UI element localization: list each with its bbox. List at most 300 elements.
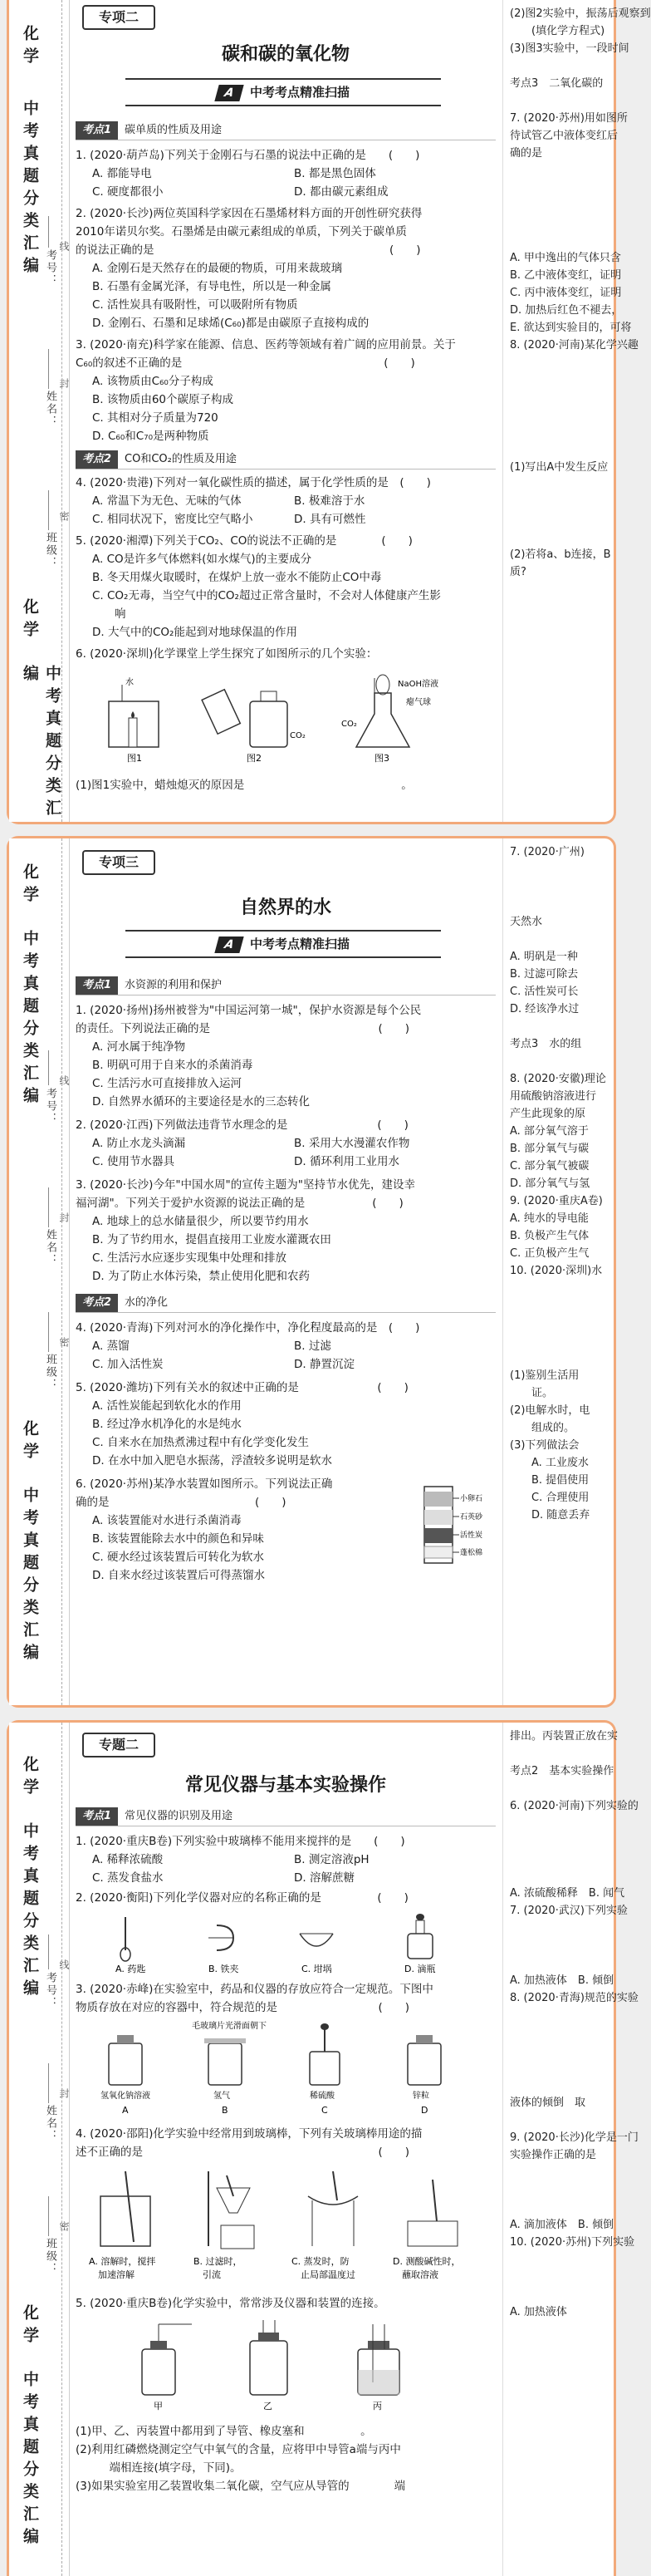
section-tag: 专题二 [82, 1733, 155, 1757]
question-stem: 4. (2020·青海)下列对河水的净化操作中，净化程度最高的是 ( ) [76, 1321, 420, 1335]
section-tag: 专项二 [82, 5, 155, 30]
question-1 [76, 1001, 496, 1111]
option: B. 测定溶液pH [294, 1853, 370, 1866]
option: C. 自来水在加热煮沸过程中有化学变化发生 [92, 1436, 310, 1449]
right-column-line: 8. (2020·安徽)理论 [510, 1073, 606, 1085]
margin-subject: 化学 [21, 25, 39, 70]
section-title: 常见仪器与基本实验操作 [184, 1774, 386, 1796]
right-column-line [510, 1815, 614, 1832]
right-column-line [510, 214, 614, 232]
question-subpart: (3)如果实验室用乙装置收集二氧化碳，空气应从导管的 端 [76, 2480, 406, 2493]
margin-subject-2: 化学 [21, 598, 39, 643]
field-class-line [48, 2196, 49, 2236]
binding-margin [9, 1723, 70, 2576]
question-stem: 5. (2020·潍坊)下列有关水的叙述中正确的是 ( ) [76, 1381, 409, 1394]
right-column-line [510, 1349, 614, 1367]
kp-text: 水的净化 [125, 1296, 169, 1309]
option: A. 活性炭能起到软化水的作用 [92, 1399, 242, 1413]
right-column-line: (填化学方程式) [510, 25, 605, 37]
banner-text: 中考考点精准扫描 [249, 937, 350, 951]
option: D. 在水中加入肥皂水振荡，浮渣较多说明是软水 [92, 1454, 332, 1467]
right-column-line [510, 441, 614, 459]
question-3 [76, 1176, 496, 1286]
right-column-line: A. 加热液体 B. 倾倒 [510, 1974, 614, 1987]
item-label: 稀硫酸 [310, 2092, 335, 2101]
field-number-label: 考号： [44, 1088, 56, 1125]
right-column-line: D. 部分氧气与氢 [510, 1177, 590, 1190]
figure-1-candle [109, 676, 159, 764]
right-column-line: 确的是 [510, 147, 543, 160]
worksheet-page-instruments [7, 1720, 639, 2576]
knowledge-point-header [76, 121, 496, 140]
knowledge-point-header [76, 450, 496, 469]
right-column-line: D. 加热后红色不褪去， [510, 304, 623, 317]
right-column-line: 考点2 基本实验操作 [510, 1765, 614, 1777]
right-column-line: 10. (2020·深圳)水 [510, 1265, 603, 1277]
option-label: C. 蒸发时，防 [291, 2256, 350, 2267]
option-label: B. 铁夹 [208, 1964, 239, 1974]
cut-mark: 密 [58, 1337, 70, 1347]
right-column-line [510, 476, 614, 494]
item-label: 氢氧化钠溶液 [100, 2092, 150, 2101]
right-column-line: (2)若将a、b连接，B [510, 548, 611, 561]
right-column-line: 证。 [510, 1387, 554, 1399]
question-stem: 2010年诺贝尔奖。石墨烯是由碳元素组成的单质，下列关于碳单质 [76, 225, 407, 238]
right-column-line: (1)写出A中发生反应 [510, 461, 609, 474]
right-column-line [510, 1332, 614, 1349]
right-column-line: 产生此现象的原 [510, 1108, 586, 1120]
cut-line [61, 1723, 62, 2576]
option: B. 极难溶于水 [294, 494, 365, 508]
right-column-line: D. 随意丢弃 [510, 1509, 590, 1522]
right-column-line [510, 528, 614, 546]
margin-title: 中考真题分类汇编 [21, 1822, 39, 2002]
bottle-c [310, 2023, 340, 2085]
question-1 [76, 1832, 496, 1887]
apparatus-jia [142, 2324, 192, 2395]
main-column [76, 0, 496, 822]
right-column-line [510, 2111, 614, 2129]
question-6 [76, 645, 496, 663]
field-number-label: 考号： [44, 249, 56, 287]
question-stem: 4. (2020·贵港)下列对一氧化碳性质的描述，属于化学性质的是 ( ) [76, 476, 431, 489]
section-tag: 专项三 [82, 850, 155, 875]
kp-text: 常见仪器的识别及用途 [125, 1810, 233, 1822]
option: D. 自然界水循环的主要途径是水的三态转化 [92, 1095, 310, 1109]
binding-margin [9, 0, 70, 822]
right-column-line: B. 过滤可除去 [510, 968, 579, 981]
right-column-line [510, 494, 614, 511]
cut-mark: 线 [58, 1959, 70, 1969]
option: A. 都能导电 [92, 167, 152, 180]
question-5 [76, 2294, 496, 2313]
right-column-line [510, 2042, 614, 2059]
figure-1-label: 图1 [127, 753, 142, 764]
question-stem: 5. (2020·湘潭)下列关于CO₂、CO的说法不正确的是 ( ) [76, 534, 413, 548]
right-column-line [510, 1832, 614, 1850]
apparatus-label: 甲 [154, 2401, 163, 2411]
margin-title-2: 中考真题分类汇编 [21, 665, 61, 822]
apparatus-label: 丙 [373, 2401, 382, 2411]
right-column-line [510, 2199, 614, 2216]
right-column-line [510, 511, 614, 528]
margin-title: 中考真题分类汇编 [21, 930, 39, 1109]
naoh-label: NaOH溶液 [398, 680, 438, 689]
option-label: 引流 [193, 2269, 221, 2280]
field-name-label: 姓名： [44, 1229, 56, 1266]
option-label: C. 坩埚 [301, 1964, 332, 1974]
right-column-line: 7. (2020·广州) [510, 846, 585, 858]
right-column-line: B. 负极产生气体 [510, 1230, 590, 1242]
right-column-line: 考点3 二氧化碳的 [510, 77, 604, 90]
knowledge-point-header [76, 976, 496, 995]
question-stem: 的责任。下列说法正确的是 ( ) [76, 1022, 410, 1035]
right-column-line [510, 92, 614, 110]
option: A. 防止水龙头滴漏 [92, 1137, 186, 1150]
field-number-line [48, 1934, 49, 1969]
right-column-line: (1)鉴别生活用 [510, 1369, 580, 1382]
right-column-line [510, 1297, 614, 1315]
kp-label: 考点2 [76, 1294, 118, 1312]
field-number-label: 考号： [44, 1972, 56, 2009]
question-stem: 1. (2020·重庆B卷)下列实验中玻璃棒不能用来搅拌的是 ( ) [76, 1835, 405, 1848]
question-stem: 6. (2020·苏州)某净水装置如图所示。下列说法正确 [76, 1477, 333, 1491]
option: A. 蒸馏 [92, 1340, 130, 1353]
option: B. 为了节约用水，提倡直接用工业废水灌溉农田 [92, 1233, 331, 1246]
water-label: 水 [125, 678, 134, 687]
item-label: 氢气 [213, 2092, 230, 2101]
right-column-line: (2)电解水时，电 [510, 1404, 590, 1417]
option: C. 蒸发食盐水 [92, 1871, 164, 1885]
option: B. 都是黑色固体 [294, 167, 376, 180]
option-label: A. 溶解时，搅拌 [89, 2256, 156, 2267]
evaporation-setup [308, 2171, 358, 2246]
question-4 [76, 1319, 496, 1374]
option: A. 稀释浓硫酸 [92, 1853, 164, 1866]
right-column-line [510, 354, 614, 371]
right-column-line: C. 丙中液体变红，证明 [510, 287, 622, 299]
option: D. 循环利用工业用水 [294, 1155, 399, 1168]
right-column-line [510, 2059, 614, 2077]
right-column-line [510, 2181, 614, 2199]
right-column-line: (3)下列做法会 [510, 1439, 580, 1452]
right-column-line [510, 179, 614, 197]
right-column-line [510, 1018, 614, 1035]
question-stem: 1. (2020·扬州)扬州被誉为"中国运河第一城"，保护水资源是每个公民 [76, 1004, 422, 1017]
option: D. 金刚石、石墨和足球烯(C₆₀)都是由碳原子直接构成的 [92, 317, 370, 330]
apparatus-bing [358, 2324, 399, 2395]
option: A. 金刚石是天然存在的最硬的物质，可用来裁玻璃 [92, 262, 343, 275]
option-label: A. 药匙 [115, 1964, 146, 1974]
kp-label: 考点1 [76, 976, 118, 995]
question-5 [76, 532, 496, 642]
right-column-line [510, 1920, 614, 1937]
right-column-line: 液体的倾倒 取 [510, 2097, 586, 2109]
right-column-line: A. 浓硫酸稀释 B. 闻气 [510, 1887, 625, 1900]
right-column-line [510, 424, 614, 441]
option: A. 地球上的总水储量很少，所以要节约用水 [92, 1215, 309, 1228]
apparatus-figures [125, 2316, 458, 2416]
right-column-line [510, 1053, 614, 1070]
right-column-line: C. 合理使用 [510, 1492, 590, 1504]
banner-badge: A [214, 85, 243, 101]
layer-label: 石英砂 [460, 1513, 483, 1522]
option: C. 活性炭具有吸附性，可以吸附所有物质 [92, 298, 298, 312]
question-6-part-1 [76, 776, 496, 794]
figure-2-co2-bottle [202, 690, 306, 764]
right-column-line [510, 197, 614, 214]
margin-title-2: 中考真题分类汇编 [21, 2371, 39, 2550]
option: D. 大气中的CO₂能起到对地球保温的作用 [92, 626, 297, 639]
right-column-line [510, 1280, 614, 1297]
question-stem: 确的是 ( ) [76, 1496, 286, 1509]
option: B. 石墨有金属光泽，有导电性，所以是一种金属 [92, 280, 331, 293]
option: A. CO是许多气体燃料(如水煤气)的主要成分 [92, 553, 312, 566]
balloon-label: 瘪气球 [406, 698, 431, 707]
instrument-figures [92, 1909, 491, 1975]
apparatus-yi [250, 2320, 287, 2395]
right-column-line [510, 232, 614, 249]
option: C. 使用节水器具 [92, 1155, 175, 1168]
right-column-line: 7. (2020·武汉)下列实验 [510, 1905, 628, 1917]
right-column-line: B. 提倡使用 [510, 1474, 590, 1487]
kp-label: 考点1 [76, 121, 118, 140]
section-banner [125, 78, 441, 106]
option-label: D. 测酸碱性时， [393, 2256, 461, 2267]
cut-mark: 封 [58, 2088, 70, 2098]
bottle-b [204, 2038, 246, 2085]
right-column-line [510, 1315, 614, 1332]
option-label: 止局部温度过 [291, 2269, 355, 2280]
kp-text: CO和CO₂的性质及用途 [125, 453, 237, 465]
question-subpart: (1)甲、乙、丙装置中都用到了导管、橡皮塞和 。 [76, 2425, 372, 2438]
binding-margin [9, 838, 70, 1705]
option: D. 静置沉淀 [294, 1358, 355, 1371]
option: D. 自来水经过该装置后可得蒸馏水 [92, 1569, 265, 1582]
option: C. 加入活性炭 [92, 1358, 164, 1371]
right-column-line: A. 工业废水 [510, 1457, 589, 1469]
right-column-line [510, 371, 614, 389]
right-column-line: 天然水 [510, 916, 543, 928]
storage-figures [92, 2018, 491, 2118]
item-label: 锌粒 [413, 2092, 429, 2101]
right-column-line: 8. (2020·河南)某化学兴趣 [510, 339, 639, 351]
field-class-label: 班级： [44, 532, 56, 569]
right-column-line [510, 57, 614, 75]
option: D. C₆₀和C₇₀是两种物质 [92, 430, 209, 443]
right-column-line: C. 活性炭可长 [510, 986, 579, 998]
question-1 [76, 146, 496, 201]
field-class-label: 班级： [44, 2238, 56, 2275]
question-5 [76, 1379, 496, 1470]
question-stem: 2. (2020·长沙)两位英国科学家因在石墨烯材料方面的开创性研究获得 [76, 207, 423, 220]
right-column-line [510, 2251, 614, 2269]
question-stem: 6. (2020·深圳)化学课堂上学生探究了如图所示的几个实验： [76, 647, 378, 661]
right-column-line: A. 滴加液体 B. 倾倒 [510, 2219, 614, 2231]
worksheet-page-carbon [7, 0, 651, 824]
right-column-line [510, 1850, 614, 1867]
field-name-line [48, 1187, 49, 1227]
right-column-line [510, 931, 614, 948]
knowledge-point-header [76, 1294, 496, 1313]
question-stem: C₆₀的叙述不正确的是 ( ) [76, 356, 415, 370]
right-column-line: 9. (2020·重庆A卷) [510, 1195, 603, 1207]
cut-mark: 线 [58, 241, 70, 251]
right-column-line [510, 389, 614, 406]
question-stem: 3. (2020·长沙)今年"中国水周"的宣传主题为"坚持节水优先，建设幸 [76, 1178, 415, 1192]
field-name-label: 姓名： [44, 391, 56, 428]
option: D. 具有可燃性 [294, 513, 366, 526]
option-label: C [321, 2105, 328, 2116]
cut-mark: 封 [58, 1212, 70, 1222]
right-column-line: A. 部分氧气溶于 [510, 1125, 589, 1138]
right-column-line: (2)图2实验中，振荡后观察到 [510, 7, 651, 20]
cut-mark: 密 [58, 511, 70, 521]
question-stem: 述不正确的是 ( ) [76, 2146, 410, 2159]
option-label: B. 过滤时， [193, 2256, 242, 2267]
question-3 [76, 1980, 496, 2017]
option: C. CO₂无毒，当空气中的CO₂超过正常含量时，不会对人体健康产生影 [92, 589, 441, 602]
cut-line [61, 838, 62, 1705]
option: A. 河水属于纯净物 [92, 1040, 186, 1054]
field-name-line [48, 349, 49, 389]
option-label: 加速溶解 [89, 2269, 135, 2280]
option: B. 明矾可用于自来水的杀菌消毒 [92, 1059, 253, 1072]
field-number-line [48, 216, 49, 248]
right-column-line [510, 162, 614, 179]
kp-label: 考点2 [76, 450, 118, 469]
question-stem: 物质存放在对应的容器中，符合规范的是 ( ) [76, 2001, 410, 2014]
margin-subject-2: 化学 [21, 1420, 39, 1465]
co2-label: CO₂ [290, 731, 306, 740]
question-4 [76, 474, 496, 528]
right-column-line [510, 2269, 614, 2286]
field-number-line [48, 1050, 49, 1085]
right-column-line: A. 加热液体 [510, 2306, 567, 2318]
question-stem: 1. (2020·葫芦岛)下列关于金刚石与石墨的说法中正确的是 ( ) [76, 149, 420, 162]
right-column-line: A. 甲中逸出的气体只含 [510, 252, 621, 264]
right-column-line: 排出。丙装置正放在实 [510, 1730, 619, 1743]
option: D. 为了防止水体污染，禁止使用化肥和农药 [92, 1270, 310, 1283]
right-column-line: 组成的。 [510, 1422, 575, 1434]
question-stem: 4. (2020·邵阳)化学实验中经常用到玻璃棒，下列有关玻璃棒用途的描 [76, 2127, 423, 2141]
right-column-line: 考点3 水的组 [510, 1038, 582, 1050]
beaker-stirring [100, 2171, 150, 2246]
bottle-a [109, 2035, 142, 2085]
option: B. 过滤 [294, 1340, 331, 1353]
right-column-line: A. 纯水的导电能 [510, 1212, 589, 1225]
option-label: D. 滴瓶 [404, 1964, 436, 1974]
question-2 [76, 204, 496, 332]
question-stem: 3. (2020·南充)科学家在能源、信息、医药等领域有着广阔的应用前景。关于 [76, 338, 456, 351]
right-column-line [510, 1780, 614, 1797]
question-stem: 2. (2020·江西)下列做法违背节水理念的是 ( ) [76, 1118, 409, 1132]
right-column-line [510, 1937, 614, 1954]
question-subpart: 端相连接(填字母，下同)。 [76, 2461, 242, 2475]
kp-text: 碳单质的性质及用途 [125, 124, 223, 136]
layer-label: 蓬松棉 [460, 1549, 483, 1557]
option: A. 该物质由C₆₀分子构成 [92, 375, 213, 388]
right-column-line [510, 2007, 614, 2024]
bottle-d [408, 2035, 441, 2085]
field-class-line [48, 1312, 49, 1352]
right-column-line: 7. (2020·苏州)用如图所 [510, 112, 628, 125]
option: C. 其相对分子质量为720 [92, 411, 218, 425]
option: C. 硬度都很小 [92, 185, 164, 199]
cut-mark: 线 [58, 1075, 70, 1085]
layer-label: 小卵石 [460, 1495, 483, 1503]
question-subpart: (1)图1实验中，蜡烛熄灭的原因是 。 [76, 779, 413, 792]
field-name-label: 姓名： [44, 2105, 56, 2142]
option-label: A [122, 2105, 129, 2116]
option: C. 相同状况下，密度比空气略小 [92, 513, 253, 526]
right-column-line [510, 896, 614, 913]
field-class-line [48, 490, 49, 530]
main-column [76, 1723, 496, 2576]
kp-text: 水资源的利用和保护 [125, 979, 223, 991]
right-column-line: B. 部分氧气与碳 [510, 1143, 590, 1155]
right-column-line: B. 乙中液体变红，证明 [510, 269, 622, 282]
right-column-line: 待试管乙中液体变红后 [510, 130, 619, 142]
right-column-line: E. 欲达到实验目的，可将 [510, 322, 632, 334]
margin-subject: 化学 [21, 1756, 39, 1801]
option: D. 溶解蔗糖 [294, 1871, 355, 1885]
worksheet-page-water [7, 836, 616, 1708]
figure-3-label: 图3 [374, 753, 389, 764]
question-stem: 5. (2020·重庆B卷)化学实验中，常常涉及仪器和装置的连接。 [76, 2297, 385, 2310]
right-column-line: A. 明矾是一种 [510, 951, 578, 963]
right-column-line [510, 1954, 614, 1972]
dropper-bottle-icon [408, 1914, 433, 1959]
co2-label-2: CO₂ [341, 720, 357, 729]
option: B. 经过净水机净化的水是纯水 [92, 1418, 242, 1431]
right-column-line: 9. (2020·长沙)化学是一门 [510, 2131, 639, 2144]
question-stem: 福河湖"。下列关于爱护水资源的说法正确的是 ( ) [76, 1197, 404, 1210]
cut-mark: 密 [58, 2221, 70, 2231]
option: B. 该装置能除去水中的颜色和异味 [92, 1532, 264, 1546]
section-banner [125, 930, 441, 958]
layer-label: 活性炭 [460, 1531, 483, 1540]
right-column-line [510, 878, 614, 896]
question-stem: 3. (2020·赤峰)在实验室中，药品和仪器的存放应符合一定规范。下图中 [76, 1983, 433, 1996]
option: C. 生活污水应逐步实现集中处理和排放 [92, 1251, 287, 1265]
option: C. 硬水经过该装置后可转化为软水 [92, 1551, 265, 1564]
right-column-cutoff [502, 1723, 639, 2576]
question-5-parts [76, 2422, 496, 2495]
right-column-line: C. 正负极产生气 [510, 1247, 590, 1260]
right-column-line [510, 2164, 614, 2181]
option-label: B [222, 2105, 228, 2116]
margin-title-2: 中考真题分类汇编 [21, 1487, 39, 1666]
question-6 [76, 1475, 408, 1585]
section-title: 碳和碳的氧化物 [221, 43, 350, 65]
right-column-line: 8. (2020·青海)规范的实验 [510, 1992, 639, 2004]
clamp-icon [208, 1925, 233, 1950]
cut-mark: 封 [58, 378, 70, 388]
right-column-line [510, 1745, 614, 1762]
glass-rod-figures [84, 2163, 496, 2288]
margin-title: 中考真题分类汇编 [21, 100, 39, 279]
figure-3-flask-balloon [341, 675, 438, 764]
right-column-line: 实验操作正确的是 [510, 2149, 597, 2161]
spoon-icon [120, 1917, 130, 1961]
question-2 [76, 1889, 496, 1907]
option: B. 该物质由60个碳原子构成 [92, 393, 234, 406]
right-column-line: D. 经该净水过 [510, 1003, 580, 1015]
right-column-line [510, 861, 614, 878]
filter-setup [208, 2171, 254, 2249]
option: A. 常温下为无色、无味的气体 [92, 494, 242, 508]
